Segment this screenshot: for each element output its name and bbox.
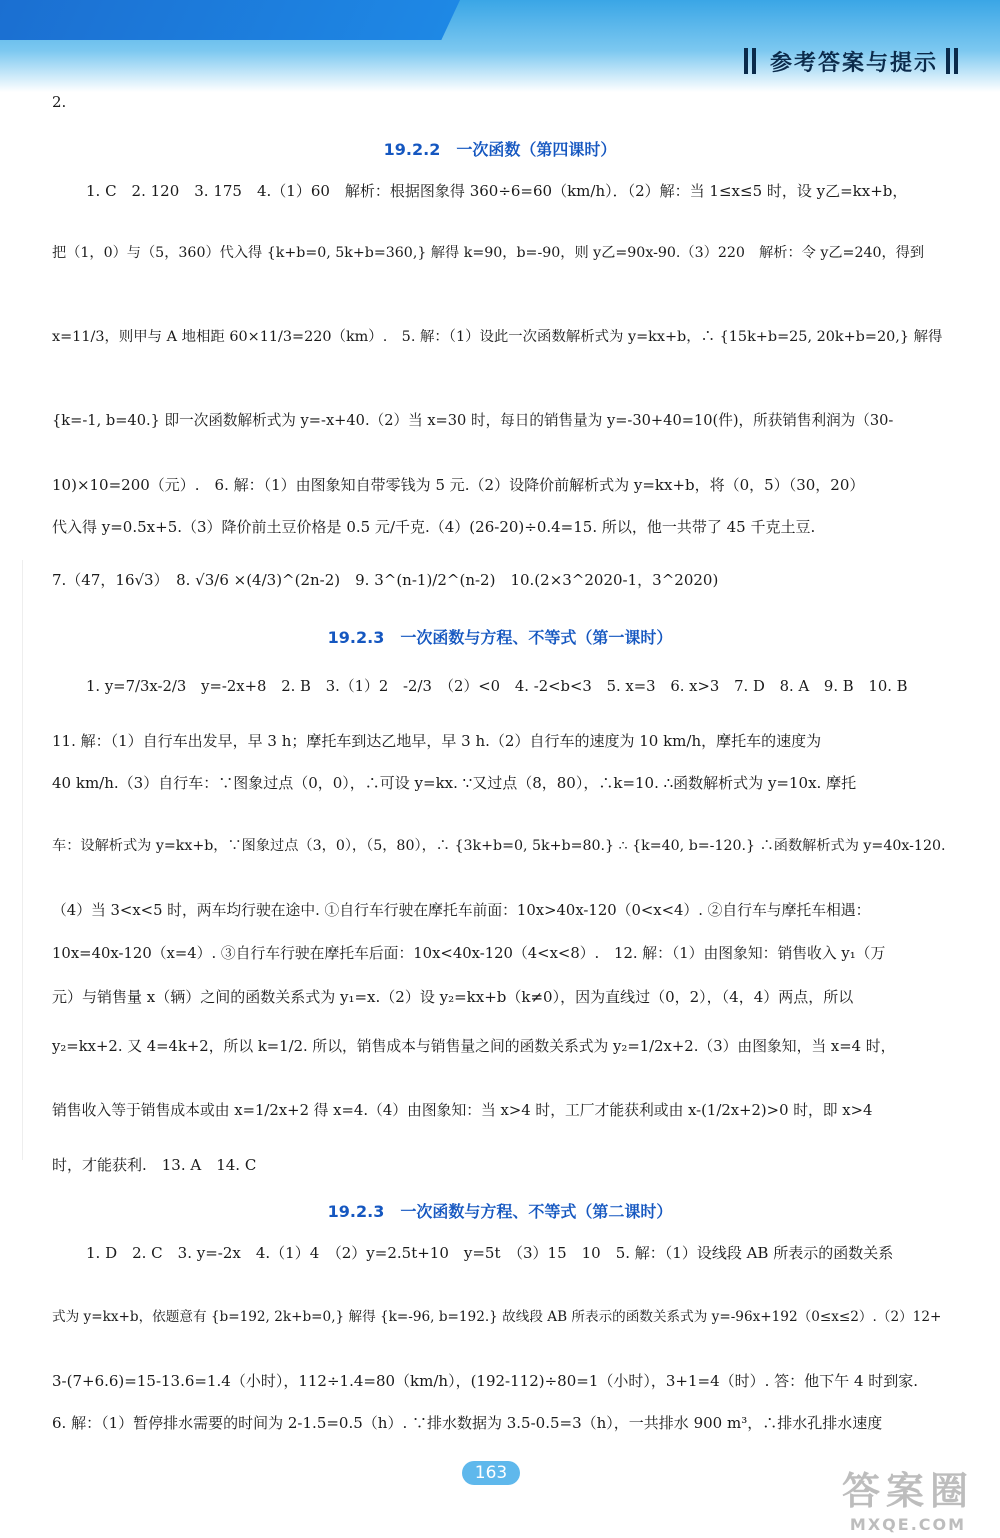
answer-line: y₂=kx+2. 又 4=4k+2，所以 k=1/2. 所以，销售成本与销售量之间的函数关系式为 y₂=1/2x+2.（3）由图象知，当 x=4 时， [52, 1038, 896, 1055]
answer-line: x=11/3，则甲与 A 地相距 60×11/3=220（km）. 5. 解：（1）设此一次函数解析式为 y=kx+b，∴ {15k+b=25, 20k+b=20,} 解得 [52, 329, 943, 345]
banner-shape [0, 0, 460, 40]
answer-line: 40 km/h.（3）自行车：∵图象过点（0，0），∴可设 y=kx. ∵又过点（8，80），∴k=10. ∴函数解析式为 y=10x. 摩托 [52, 774, 857, 792]
answer-line: 3-(7+6.6)=15-13.6=1.4（小时），112÷1.4=80（km/h），(192-112)÷80=1（小时），3+1=4（时）. 答：他下午 4 时到家. [52, 1372, 919, 1390]
answer-line: 2. [52, 93, 67, 111]
answer-line: 元）与销售量 x（辆）之间的函数关系式为 y₁=x.（2）设 y₂=kx+b（k≠0），因为直线过（0，2），（4，4）两点，所以 [52, 988, 854, 1006]
watermark-logo-text: 答案圈 [841, 1469, 974, 1513]
answer-line: 式为 y=kx+b，依题意有 {b=192, 2k+b=0,} 解得 {k=-96, b=192.} 故线段 AB 所表示的函数关系式为 y=-96x+192（0≤x≤2）.（2）12+ [52, 1309, 942, 1325]
answer-line: 11. 解：（1）自行车出发早，早 3 h；摩托车到达乙地早，早 3 h.（2）自行车的速度为 10 km/h，摩托车的速度为 [52, 732, 822, 750]
header-bar-right-2 [954, 48, 958, 74]
answer-line: 1. D 2. C 3. y=-2x 4.（1）4 （2）y=2.5t+10 y=5t （3）15 10 5. 解：（1）设线段 AB 所表示的函数关系 [86, 1244, 894, 1262]
watermark [842, 1460, 974, 1534]
header-title: 参考答案与提示 [769, 51, 938, 76]
section-title: 19.2.3 一次函数与方程、不等式（第一课时） [327, 628, 673, 647]
answer-line: 6. 解：（1）暂停排水需要的时间为 2-1.5=0.5（h）. ∵排水数据为 3.5-0.5=3（h），一共排水 900 m³，∴排水孔排水速度 [52, 1414, 883, 1432]
answer-line: 10x=40x-120（x=4）. ③自行车行驶在摩托车后面：10x<40x-120（4<x<8）. 12. 解：（1）由图象知：销售收入 y₁（万 [52, 945, 886, 962]
watermark-url: MXQE.COM [849, 1515, 967, 1534]
answer-line: 1. C 2. 120 3. 175 4.（1）60 解析：根据图象得 360÷6=60（km/h）．（2）解：当 1≤x≤5 时，设 y乙=kx+b， [86, 182, 908, 200]
answer-line: 7.（47，16√3） 8. √3/6 ×(4/3)^(2n-2) 9. 3^(n-1)/2^(n-2) 10.(2×3^2020-1，3^2020) [52, 571, 719, 589]
section-title: 19.2.2 一次函数（第四课时） [383, 140, 617, 159]
section-title: 19.2.3 一次函数与方程、不等式（第二课时） [327, 1202, 673, 1221]
answer-line: 车：设解析式为 y=kx+b，∵图象过点（3，0），（5，80），∴ {3k+b=0, 5k+b=80.} ∴ {k=40, b=-120.} ∴函数解析式为 y=40x-120. [52, 838, 946, 854]
answer-line: 代入得 y=0.5x+5.（3）降价前土豆价格是 0.5 元/千克.（4）(26-20)÷0.4=15. 所以，他一共带了 45 千克土豆. [52, 518, 816, 536]
header-bar-left [744, 48, 748, 74]
margin-line [22, 560, 23, 1160]
answer-line: 1. y=7/3x-2/3 y=-2x+8 2. B 3.（1）2 -2/3 （2）<0 4. -2<b<3 5. x=3 6. x>3 7. D 8. A 9. B 10. B [86, 678, 908, 695]
page-number: 163 [462, 1461, 520, 1485]
header-bar-right [946, 48, 950, 74]
answer-line: 销售收入等于销售成本或由 x=1/2x+2 得 x=4.（4）由图象知：当 x>4 时，工厂才能获利或由 x-(1/2x+2)>0 时，即 x>4 [52, 1102, 873, 1119]
header-bar-left-2 [752, 48, 756, 74]
answer-line: 10)×10=200（元）. 6. 解：（1）由图象知自带零钱为 5 元.（2）设降价前解析式为 y=kx+b，将（0，5）（30，20） [52, 476, 865, 494]
answer-line: 时，才能获利. 13. A 14. C [52, 1156, 257, 1174]
answer-line: 把（1，0）与（5，360）代入得 {k+b=0, 5k+b=360,} 解得 k=90，b=-90，则 y乙=90x-90.（3）220 解析：令 y乙=240，得到 [52, 245, 925, 261]
answer-line: （4）当 3<x<5 时，两车均行驶在途中. ①自行车行驶在摩托车前面：10x>40x-120（0<x<4）. ②自行车与摩托车相遇： [52, 902, 871, 919]
answer-line: {k=-1, b=40.} 即一次函数解析式为 y=-x+40.（2）当 x=30 时，每日的销售量为 y=-30+40=10(件)，所获销售利润为（30- [52, 412, 894, 429]
